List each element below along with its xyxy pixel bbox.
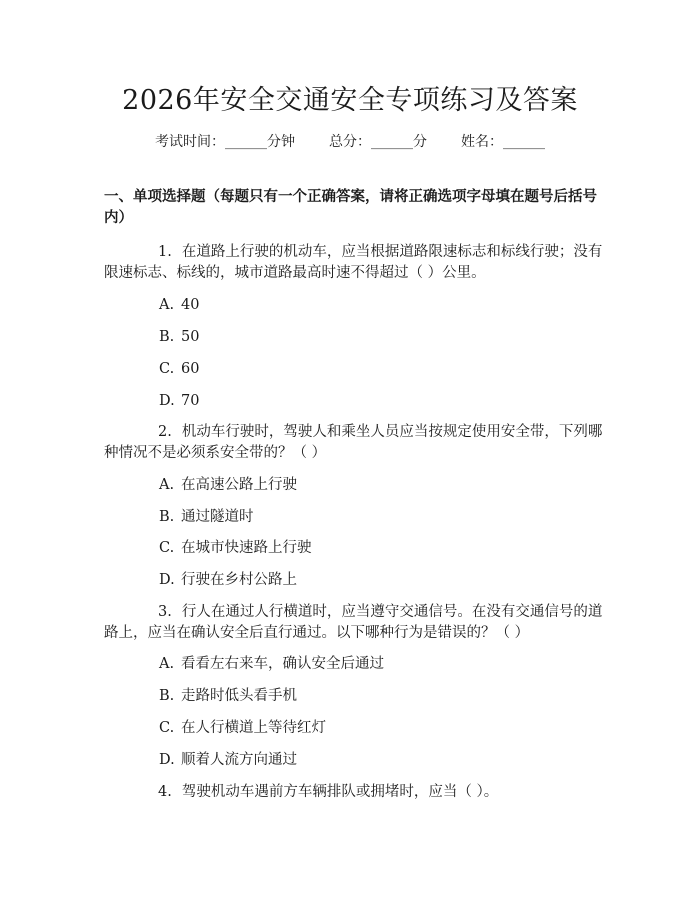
- option-letter: C.: [159, 361, 175, 377]
- question-number: 2.: [158, 424, 172, 440]
- option-letter: A.: [159, 477, 175, 493]
- option-letter: D.: [159, 572, 175, 588]
- question-3-option-a: [159, 654, 384, 675]
- option-letter: B.: [159, 509, 175, 525]
- question-text: 行人在通过人行横道时，应当遵守交通信号。在没有交通信号的道路上，应当在确认安全后直行通过。以下哪种行为是错误的？（ ）: [104, 604, 603, 641]
- time-unit: 分钟: [267, 134, 295, 150]
- option-letter: A.: [159, 656, 175, 672]
- question-text: 驾驶机动车遇前方车辆排队或拥堵时，应当（ ）。: [181, 784, 499, 800]
- question-2-option-a: [159, 475, 297, 496]
- page-title: 2026年安全交通安全专项练习及答案: [122, 85, 578, 116]
- question-number: 4.: [158, 784, 172, 800]
- question-number: 3.: [158, 604, 172, 620]
- question-1-option-b: [159, 327, 199, 348]
- option-text: 50: [181, 329, 200, 345]
- score-blank: ______: [371, 134, 413, 150]
- question-1: [104, 242, 604, 284]
- question-number: 1.: [158, 244, 172, 260]
- option-letter: C.: [159, 720, 175, 736]
- option-text: 顺着人流方向通过: [181, 752, 297, 768]
- time-label: 考试时间：: [155, 134, 225, 150]
- question-2-option-b: [159, 507, 254, 528]
- question-3-option-d: [159, 750, 297, 771]
- question-3-option-b: [159, 686, 297, 707]
- question-2-option-c: [159, 538, 312, 559]
- question-text: 机动车行驶时，驾驶人和乘坐人员应当按规定使用安全带，下列哪种情况不是必须系安全带的？（ ）: [104, 424, 603, 461]
- option-letter: A.: [159, 297, 175, 313]
- score-unit: 分: [413, 134, 427, 150]
- question-1-option-d: [159, 391, 199, 412]
- name-label: 姓名：: [461, 134, 503, 150]
- option-letter: B.: [159, 688, 175, 704]
- option-text: 在人行横道上等待红灯: [181, 720, 326, 736]
- question-3-option-c: [159, 718, 326, 739]
- question-2: [104, 422, 604, 464]
- option-text: 60: [181, 361, 200, 377]
- option-text: 在高速公路上行驶: [181, 477, 297, 493]
- section-title: 一、单项选择题（每题只有一个正确答案，请将正确选项字母填在题号后括号内）: [104, 189, 597, 226]
- option-text: 看看左右来车，确认安全后通过: [181, 656, 384, 672]
- option-text: 行驶在乡村公路上: [181, 572, 297, 588]
- question-text: 在道路上行驶的机动车，应当根据道路限速标志和标线行驶；没有限速标志、标线的，城市道路最高时速不得超过（ ）公里。: [104, 244, 603, 281]
- question-1-option-a: [159, 295, 199, 316]
- option-text: 通过隧道时: [181, 509, 254, 525]
- option-letter: B.: [159, 329, 175, 345]
- question-1-option-c: [159, 359, 199, 380]
- exam-meta: [0, 131, 700, 151]
- option-text: 在城市快速路上行驶: [181, 540, 312, 556]
- time-blank: ______: [225, 134, 267, 150]
- option-text: 40: [181, 297, 200, 313]
- option-text: 70: [181, 393, 200, 409]
- option-letter: D.: [159, 752, 175, 768]
- option-letter: D.: [159, 393, 175, 409]
- option-letter: C.: [159, 540, 175, 556]
- score-label: 总分：: [329, 134, 371, 150]
- name-blank: ______: [503, 134, 545, 150]
- option-text: 走路时低头看手机: [181, 688, 297, 704]
- question-2-option-d: [159, 570, 297, 591]
- question-4: [104, 782, 604, 803]
- question-3: [104, 602, 604, 644]
